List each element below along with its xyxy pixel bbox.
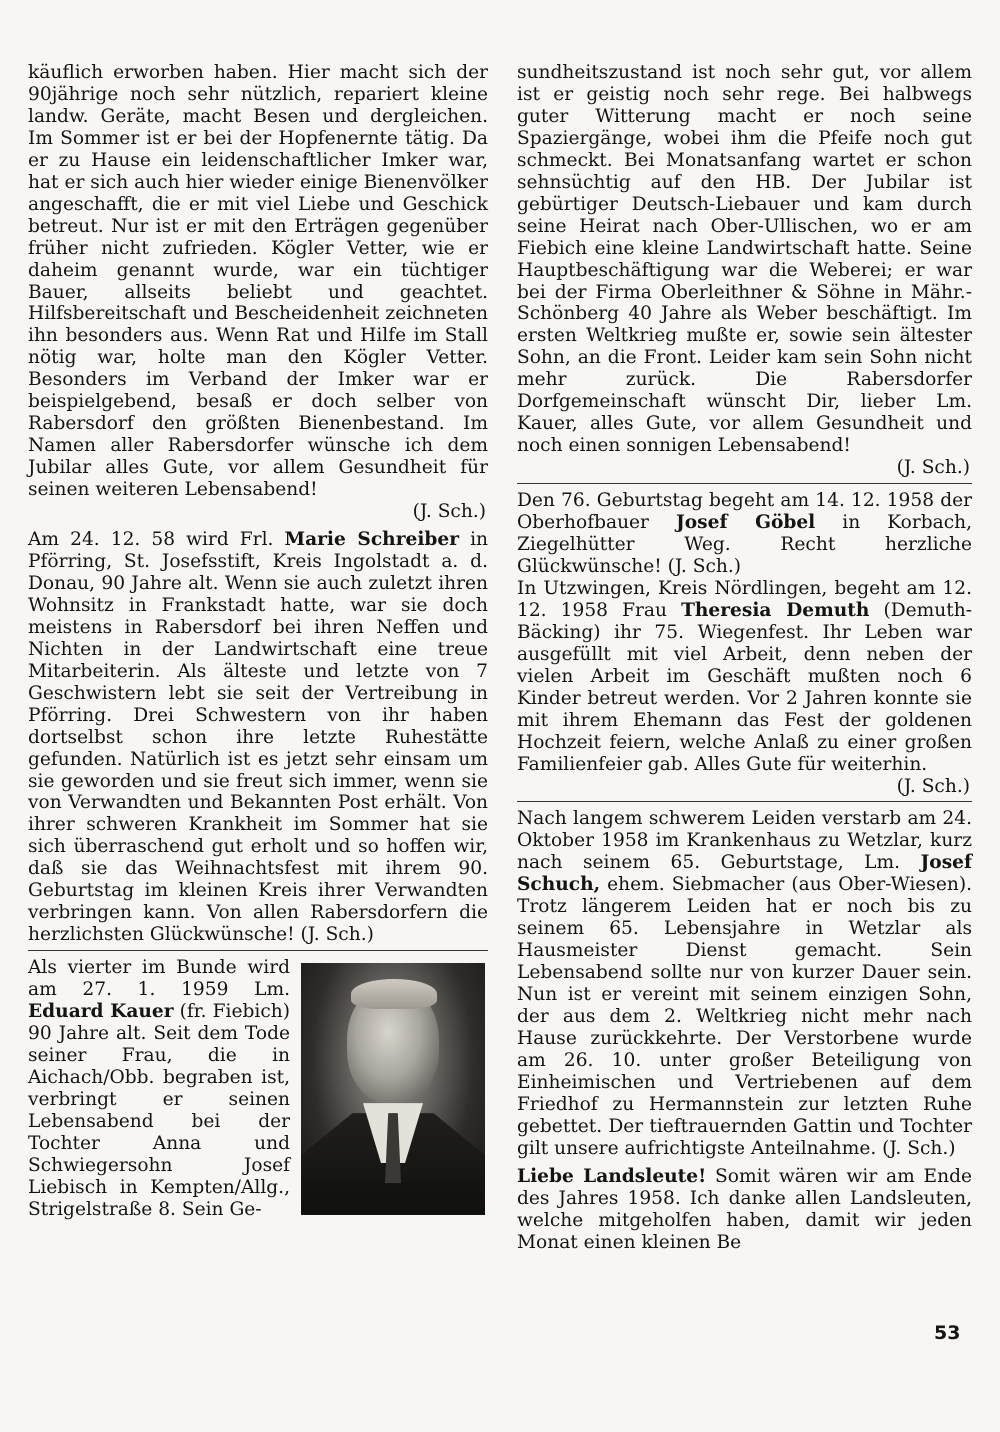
text-span: in Korbach, Ziegelhütter Weg. Recht herzliche Glückwünsche! (J. Sch.) [517, 512, 972, 577]
salutation: Liebe Landsleute! [517, 1165, 707, 1187]
text-span: Als vierter im Bunde wird am 27. 1. 1959 Lm. [28, 957, 290, 1001]
text-span: Nach langem schwerem Leiden verstarb am 24. Oktober 1958 im Krankenhaus zu Wetzlar, kurz nach seinem 65. Geburtstage, Lm. [517, 808, 972, 874]
divider [517, 483, 972, 484]
paragraph-kauer-continued: sundheitszustand ist noch sehr gut, vor allem ist er geistig noch sehr rege. Bei halbwegs guter Witterung macht er noch seine Spaziergänge, wobei ihm die Pfeife noch gut schmeckt. Bei Monatsanfang wartet er schon sehnsüchtig auf den HB. Der Jubilar ist gebürtiger Deutsch-Liebauer und kam durch seine Heirat nach Ober-Ullischen, wo er am Fiebich eine kleine Landwirtschaft hatte. Seine Hauptbeschäftigung war die Weberei; er war bei der Firma Oberleithner & Söhne in Mähr.-Schönberg 40 Jahre als Weber beschäftigt. Im ersten Weltkrieg mußte er, sowie sein ältester Sohn, an die Front. Leider kam sein Sohn nicht mehr zurück. Die Rabersdorfer Dorfgemeinschaft wünscht Dir, lieber Lm. Kauer, alles Gute, vor allem Gesundheit und noch einen sonnigen Lebensabend! [517, 62, 972, 457]
text-span: (Demuth-Bäcking) ihr 75. Wiegenfest. Ihr Leben war ausgefüllt mit viel Arbeit, denn neben der vielen Arbeit im Geschäft mußten noch 6 Kinder betreut werden. Vor 2 Jahren konnte sie mit ihrem Ehemann das Fest der goldenen Hochzeit feiern, welche Anlaß zu einer großen Familienfeier gab. Alles Gute für weiterhin. [517, 599, 972, 775]
signature: (J. Sch.) [412, 501, 486, 523]
paragraph-gobel [517, 490, 972, 578]
person-name: Eduard Kauer [28, 1001, 174, 1023]
person-name: Josef Göbel [675, 512, 816, 534]
text-span: In Utzwingen, Kreis Nördlingen, begeht am 12. 12. 1958 Frau [517, 577, 972, 621]
paragraph-demuth [517, 578, 972, 776]
text-span: (fr. Fiebich) 90 Jahre alt. Seit dem Tode seiner Frau, die in Aichach/Obb. begraben ist, verbringt er seinen Lebensabend bei der Tochter Anna und Schwiegersohn Josef Liebisch in Kempten/Allg., Strigelstraße 8. Sein Ge- [28, 1001, 290, 1220]
text-span: ehem. Siebmacher (aus Ober-Wiesen). Trotz längerem Leiden hat er noch bis zu seinem 65. Lebensjahre in Wetzlar als Hausmeister Dienst gemacht. Sein Lebensabend sollte nur von kurzer Dauer sein. Nun ist er vereint mit seinem einzigen Sohn, der aus dem 2. Weltkrieg nicht mehr nach Hause zurückkehrte. Der Verstorbene wurde am 26. 10. unter großer Beteiligung von Einheimischen und Vertriebenen auf dem Friedhof zu Hermannstein zur letzten Ruhe gebettet. Der tieftrauernden Gattin und Tochter gilt unsere aufrichtigste Anteilnahme. (J. Sch.) [517, 874, 972, 1159]
person-name: Marie Schreiber [284, 529, 460, 551]
paragraph-schreiber [28, 529, 488, 946]
text-span: Am 24. 12. 58 wird Frl. [28, 529, 285, 551]
portrait-photo [301, 963, 485, 1215]
divider [28, 950, 488, 951]
person-name: Theresia Demuth [681, 599, 870, 621]
signature: (J. Sch.) [896, 457, 970, 479]
paragraph-closing [517, 1166, 972, 1254]
right-column [517, 62, 972, 1254]
text-span: Somit wären wir am Ende des Jahres 1958. Ich danke allen Landsleuten, welche mitgeholfen haben, damit wir jeden Monat einen kleinen Be [517, 1165, 973, 1253]
left-column [28, 62, 488, 1219]
text-span: Den 76. Geburtstag begeht am 14. 12. 1958 der Oberhofbauer [517, 490, 972, 534]
text-span: in Pförring, St. Josefsstift, Kreis Ingolstadt a. d. Donau, 90 Jahre alt. Wenn sie auch zuletzt ihren Wohnsitz in Frankstadt hatte, war sie doch meistens in Rabersdorf bei ihren Neffen und Nichten in der Landwirtschaft eine treue Mitarbeiterin. Als älteste und letzte von 7 Geschwistern lebt sie seit der Vertreibung in Pförring. Drei Schwestern von ihr haben dortselbst schon ihre letzte Ruhestätte gefunden. Natürlich ist es jetzt sehr einsam um sie geworden und sie freut sich immer, wenn sie von Verwandten und Bekannten Post erhält. Von ihrer schweren Krankheit im Sommer hat sie sich überraschend gut erholt und so hoffen wir, daß sie das Weihnachtsfest mit ihrem 90. Geburtstag im kleinen Kreis ihrer Verwandten verbringen kann. Von allen Rabersdorfern die herzlichsten Glückwünsche! (J. Sch.) [28, 529, 488, 946]
signature: (J. Sch.) [896, 775, 970, 797]
divider [517, 801, 972, 802]
page-number: 53 [934, 1322, 961, 1344]
kauer-section [28, 957, 488, 1219]
paragraph-kogler: käuflich erworben haben. Hier macht sich der 90jährige noch sehr nützlich, repariert kleine landw. Geräte, macht Besen und dergleichen. Im Sommer ist er bei der Hopfenernte tätig. Da er zu Hause ein leidenschaftlicher Imker war, hat er sich auch hier wieder einige Bienenvölker angeschafft, die er mit viel Liebe und Geschick betreut. Nur ist er mit den Erträgen gegenüber früher nicht zufrieden. Kögler Vetter, wie er daheim genannt wurde, war ein tüchtiger Bauer, allseits beliebt und geachtet. Hilfsbereitschaft und Bescheidenheit zeichneten ihn besonders aus. Wenn Rat und Hilfe im Stall nötig war, holte man den Kögler Vetter. Besonders im Verband der Imker war er beispielgebend, besaß er doch selber von Rabersdorf den größten Bienenbestand. Im Namen aller Rabersdorfer wünsche ich dem Jubilar alles Gute, vor allem Gesundheit für seinen weiteren Lebensabend! [28, 62, 488, 501]
person-name: Josef Schuch, [517, 852, 972, 896]
paragraph-schuch [517, 808, 972, 1159]
paragraph-kauer [28, 957, 290, 1220]
